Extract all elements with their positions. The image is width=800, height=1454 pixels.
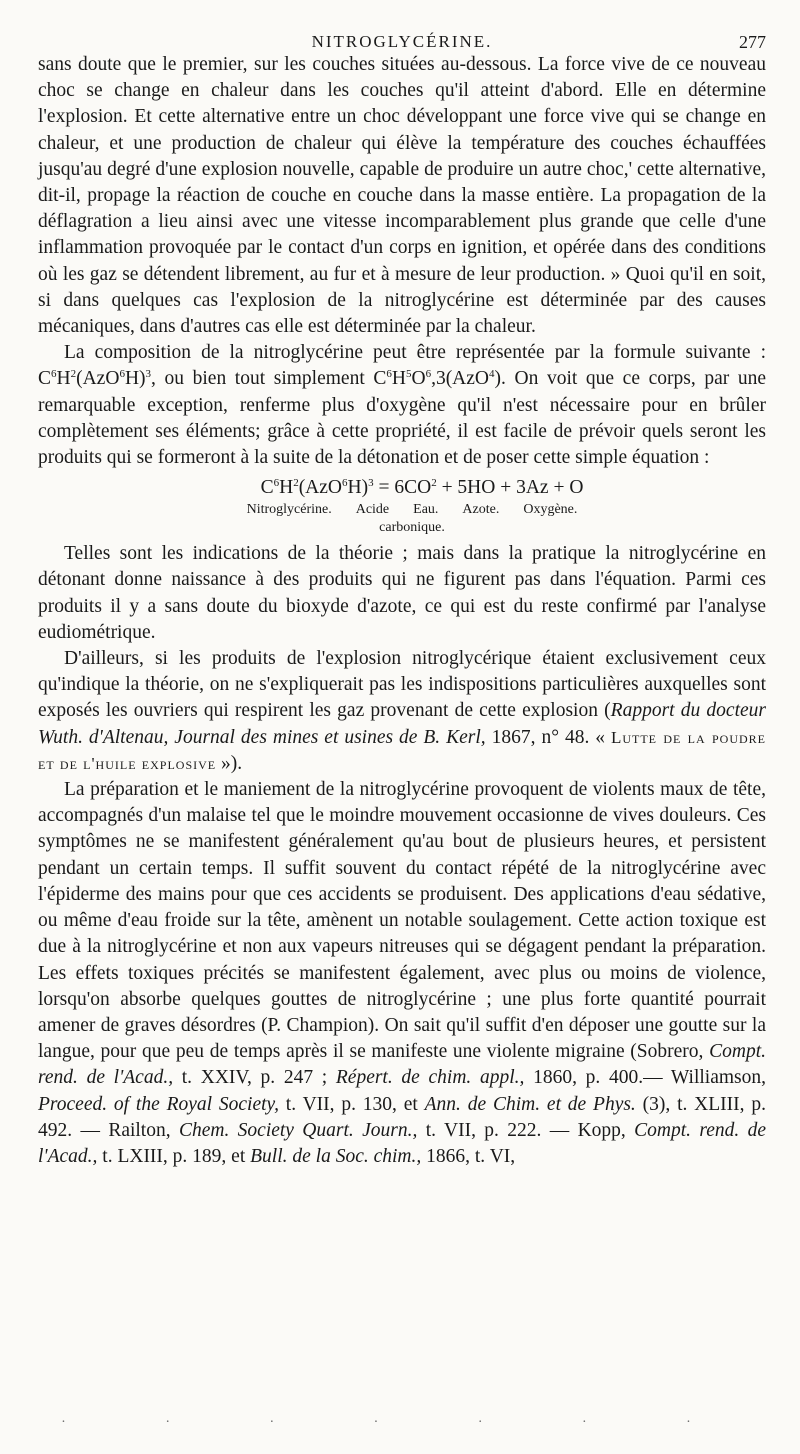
legend-nitroglycerine: Nitroglycérine. [246,502,332,518]
chemical-equation-block [38,475,766,537]
running-title: NITROGLYCÉRINE. [311,32,493,51]
paragraph-theory: Telles sont les indications de la théorie ; mais dans la pratique la nitroglycérine en détonant donne naissance à des produits qui ne figurent pas dans l'équation. Parmi ces produits il y a sans doute du bioxyde d'azote, ce qui est du reste confirmé par l'analyse eudiométrique. [38,543,766,643]
legend-azote: Azote. [462,502,500,518]
legend-eau: Eau. [413,502,439,518]
paragraph-indispositions: D'ailleurs, si les produits de l'explosion nitroglycérique étaient exclusivement ceux qu'indique la théorie, on ne s'expliquerait pas les indispositions particulières auxquelles sont exposés les ouvriers qui respirent les gaz provenant de cette explosion (Rapport du docteur Wuth. d'Altenau, Journal des mines et usines de B. Kerl, 1867, n° 48. « Lutte de la poudre et de l'huile explosive »). [38,648,767,774]
running-header [38,22,766,52]
legend-acide: Acide [355,502,390,518]
equation-legend [38,501,766,519]
chemical-equation: $C^6H^2(AzO^6H)^3 = 6CO^2 + 5HO + 3Az + O$ [260,477,584,499]
legend-carbonique: carbonique. [379,520,445,536]
footer-print-marks: · · · · · · · [61,1415,739,1430]
paragraph-composition: La composition de la nitroglycérine peut être représentée par la formule suivante : $C^6H^2(AzO^6H)^3$, ou bien tout simplement $C^6H^5O^6,3(AzO^4)$. On voit que ce corps, par une remarquable exception, renferme plus d'oxygène qu'il n'est nécessaire pour en brûler complètement ses éléments; grâce à cette propriété, il est facile de prévoir quels seront les produits qui se formeront à la suite de la détonation et de poser cette simple équation : [38,342,766,469]
paragraph-toxicity: La préparation et le maniement de la nitroglycérine provoquent de violents maux de tête, accompagnés d'un malaise tel que le moindre mouvement occasionne de vives douleurs. Ces symptômes ne se manifestent généralement qu'au bout de plusieurs heures, et persistent pendant un certain temps. Il suffit souvent du contact répété de la nitroglycérine avec l'épiderme des mains pour que ces accidents se produisent. Des applications d'eau sédative, ou même d'eau froide sur la tête, amènent un notable soulagement. Cette action toxique est due à la nitroglycérine et non aux vapeurs nitreuses qui se dégagent pendant la préparation. Les effets toxiques précités se manifestent également, avec plus ou moins de violence, lorsqu'on absorbe quelques gouttes de nitroglycérine ; une plus forte quantité pourrait amener de graves désordres (P. Champion). On sait qu'il suffit d'en déposer une goutte sur la langue, pour que peu de temps après il se manifeste une violente migraine (Sobrero, Compt. rend. de l'Acad., t. XXIV, p. 247 ; Répert. de chim. appl., 1860, p. 400.— Williamson, Proceed. of the Royal Society, t. VII, p. 130, et Ann. de Chim. et de Phys. (3), t. XLIII, p. 492. — Railton, Chem. Society Quart. Journ., t. VII, p. 222. — Kopp, Compt. rend. de l'Acad., t. LXIII, p. 189, et Bull. de la Soc. chim., 1866, t. VI, [38,779,766,1167]
legend-oxygene: Oxygène. [523,502,578,518]
book-page [38,22,766,1170]
page-number: 277 [739,32,766,52]
paragraph-continuation: sans doute que le premier, sur les couches situées au-dessous. La force vive de ce nouveau choc se change en chaleur dans les couches qu'il atteint d'abord. Elle en détermine l'explosion. Et cette alternative entre un choc développant une force vive qui se change en chaleur, et une production de chaleur qui élève la température des couches échauffées jusqu'au degré d'une explosion nouvelle, capable de produire un autre choc,' cette alternative, dit-il, propage la réaction de couche en couche dans la masse entière. La propagation de la déflagration a lieu ainsi avec une vitesse incomparablement plus grande que celle d'une inflammation provoquée par le contact d'un corps en ignition, et opérée dans des conditions où les gaz se détendent librement, au fur et à mesure de leur production. » Quoi qu'il en soit, si dans quelques cas l'explosion de la nitroglycérine est déterminée par des causes mécaniques, dans d'autres cas elle est déterminée par la chaleur. [38,54,766,338]
